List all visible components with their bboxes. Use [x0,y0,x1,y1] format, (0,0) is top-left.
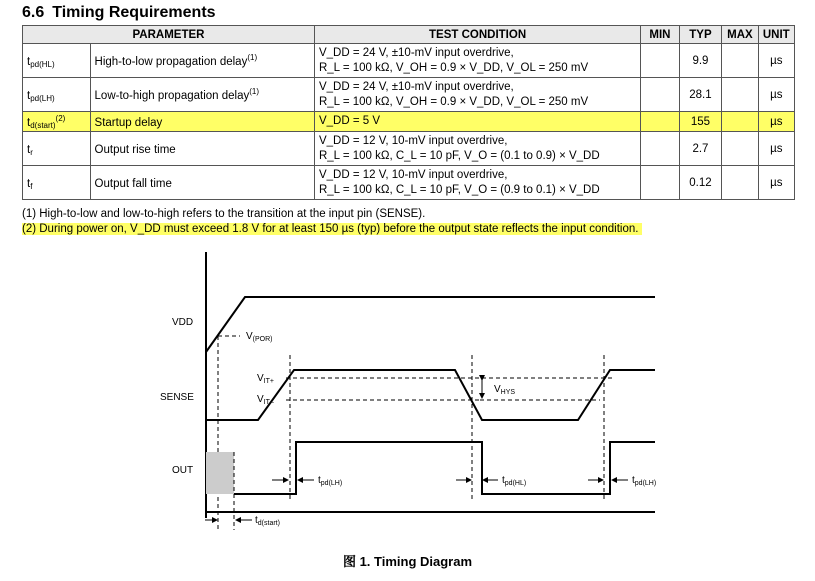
table-row [23,44,795,78]
table-header-row [23,26,795,44]
symbol-cell: $t_{pd(HL)}$ [23,44,91,78]
startup-shaded-area [206,452,234,494]
unit-cell: µs [758,78,794,112]
typ-cell: 9.9 [679,44,722,78]
sense-label: SENSE [160,392,194,403]
typ-cell: 0.12 [679,166,722,200]
note-1: (1) High-to-low and low-to-high refers to the transition at the input pin (SENSE). [22,208,426,220]
parameter-cell: Output rise time [90,132,314,166]
header-parameter: PARAMETER [23,26,315,44]
unit-cell: µs [758,166,794,200]
condition-cell: V_DD = 12 V, 10-mV input overdrive, R_L = 100 kΩ, C_L = 10 pF, V_O = (0.1 to 0.9) × V_DD [314,132,640,166]
tpdlh1-label: $t_{pd(LH)}$ [318,475,343,487]
header-min: MIN [641,26,679,44]
vdd-label: VDD [172,317,194,328]
symbol-cell: $t_{d(start)}^{(2)}$ [23,112,91,132]
timing-diagram [0,240,815,545]
condition-cell: V_DD = 24 V, ±10-mV input overdrive, R_L = 100 kΩ, V_OH = 0.9 × V_DD, V_OL = 250 mV [314,44,640,78]
vdd-waveform [206,297,655,352]
parameter-cell: High-to-low propagation delay$^{(1)}$ [90,44,314,78]
out-label: OUT [172,465,194,476]
tpdlh2-label: $t_{pd(LH)}$ [632,475,657,487]
section-title [22,4,216,22]
table-notes [22,207,642,237]
parameter-cell: Startup delay [90,112,314,132]
symbol-cell: $t_r$ [23,132,91,166]
header-typ: TYP [679,26,722,44]
min-cell [641,132,679,166]
note-2: (2) During power on, V_DD must exceed 1.8 V for at least 150 µs (typ) before the output state reflects the input condition. [22,223,642,235]
typ-cell: 2.7 [679,132,722,166]
section-heading: Timing Requirements [52,4,216,21]
vhys-label: $V_{HYS}$ [494,384,516,396]
out-waveform [234,442,655,494]
timing-requirements-table [22,25,795,200]
vpor-label: $V_{(POR)}$ [246,331,273,343]
figure-caption: 图 1. Timing Diagram [342,554,473,569]
min-cell [641,112,679,132]
parameter-cell: Output fall time [90,166,314,200]
min-cell [641,44,679,78]
header-unit: UNIT [758,26,794,44]
condition-cell: V_DD = 24 V, ±10-mV input overdrive, R_L = 100 kΩ, V_OH = 0.9 × V_DD, V_OL = 250 mV [314,78,640,112]
section-number: 6.6 [22,4,45,21]
max-cell [722,132,758,166]
tpdhl-label: $t_{pd(HL)}$ [502,475,527,487]
vit-plus-label: $V_{IT+}$ [257,373,274,385]
table-row [23,112,795,132]
max-cell [722,78,758,112]
symbol-cell: $t_f$ [23,166,91,200]
unit-cell: µs [758,112,794,132]
header-max: MAX [722,26,758,44]
symbol-cell: $t_{pd(LH)}$ [23,78,91,112]
max-cell [722,44,758,78]
table-row [23,166,795,200]
unit-cell: µs [758,132,794,166]
tdstart-label: $t_{d(start)}$ [255,515,280,527]
table-row [23,78,795,112]
typ-cell: 28.1 [679,78,722,112]
condition-cell: V_DD = 5 V [314,112,640,132]
max-cell [722,166,758,200]
vit-minus-label: $V_{IT-}$ [257,394,274,406]
condition-cell: V_DD = 12 V, 10-mV input overdrive, R_L = 100 kΩ, C_L = 10 pF, V_O = (0.9 to 0.1) × V_DD [314,166,640,200]
parameter-cell: Low-to-high propagation delay$^{(1)}$ [90,78,314,112]
typ-cell: 155 [679,112,722,132]
unit-cell: µs [758,44,794,78]
table-row [23,132,795,166]
min-cell [641,78,679,112]
header-condition: TEST CONDITION [314,26,640,44]
max-cell [722,112,758,132]
min-cell [641,166,679,200]
